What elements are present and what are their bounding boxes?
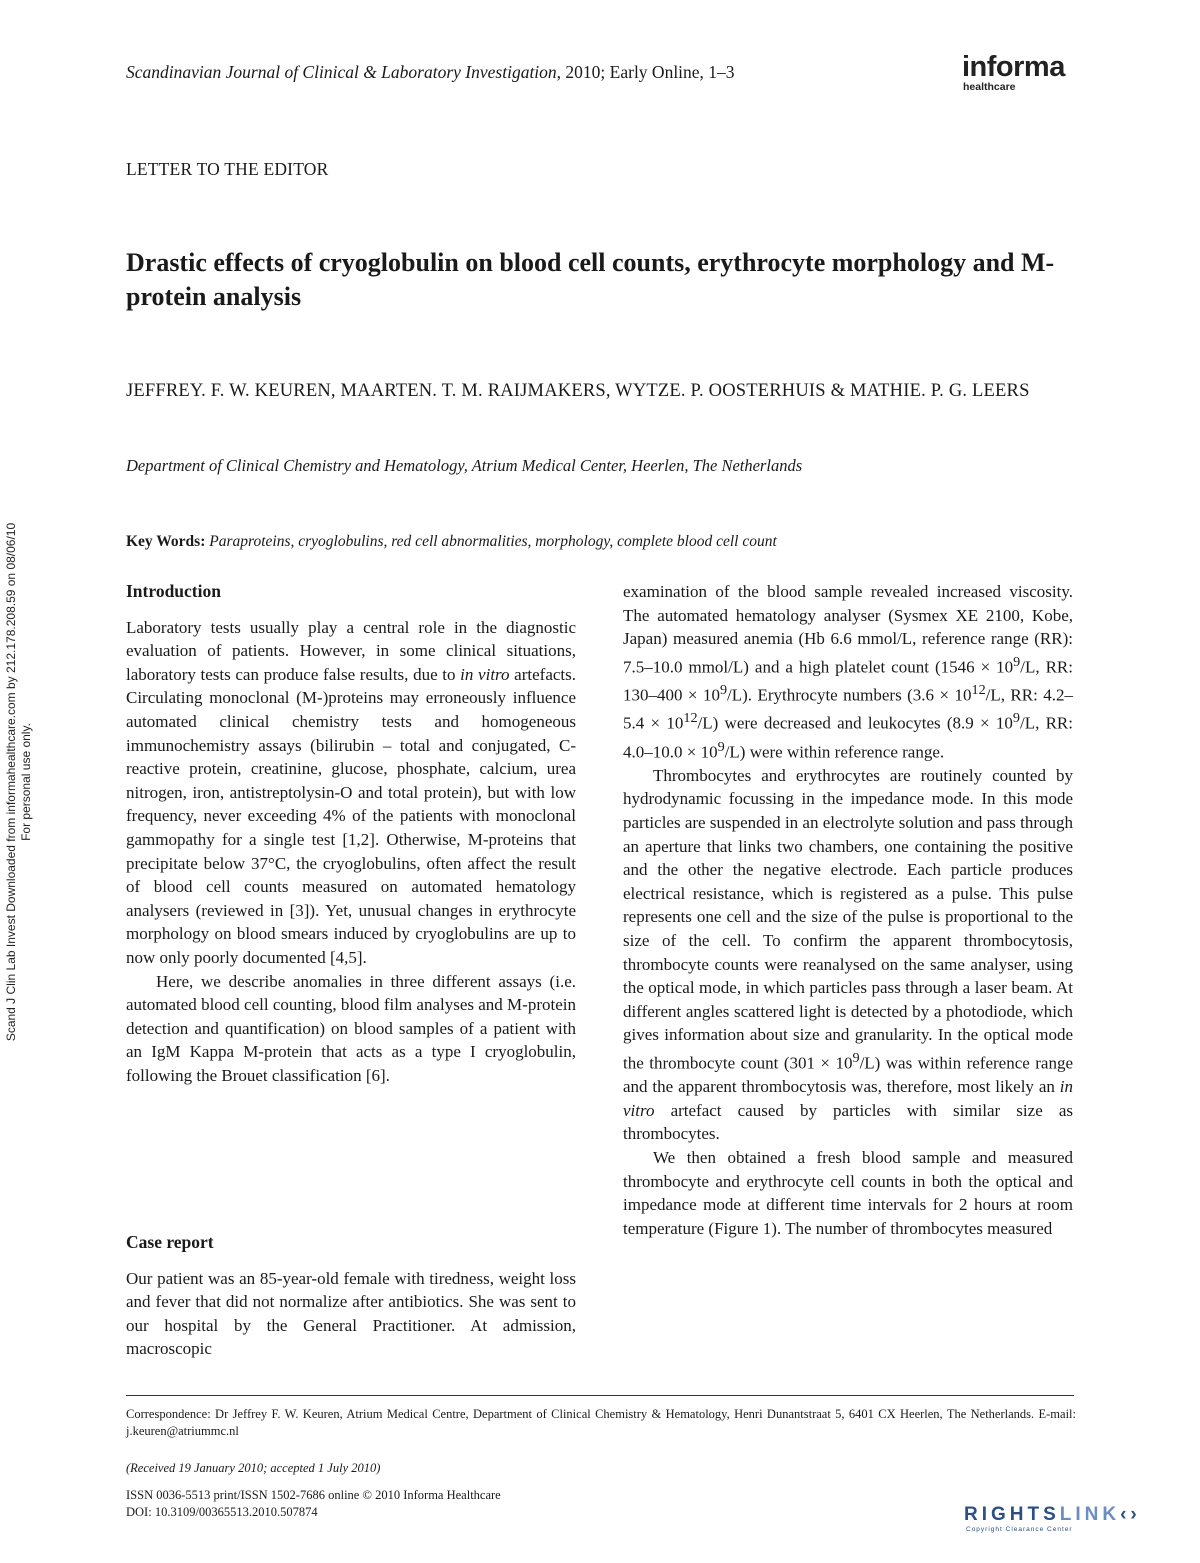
journal-issue: , 2010; Early Online, 1–3	[556, 62, 735, 82]
keywords-list: Paraproteins, cryoglobulins, red cell abnormalities, morphology, complete blood cell count	[209, 533, 777, 550]
article-section: LETTER TO THE EDITOR	[126, 159, 329, 179]
journal-citation	[126, 62, 735, 83]
affiliation: Department of Clinical Chemistry and Hematology, Atrium Medical Center, Heerlen, The Netherlands	[126, 456, 803, 475]
intro-paragraph-2: Here, we describe anomalies in three different assays (i.e. automated blood cell counting, blood film analyses and M-protein detection and quantification) on blood samples of a patient with an IgM Kappa M-protein that acts as a type I cryoglobulin, following the Brouet classification [6].	[126, 971, 576, 1085]
article-title: Drastic effects of cryoglobulin on blood cell counts, erythrocyte morphology and M-protein analysis	[126, 248, 1055, 311]
rightslink-arrow-icon: ‹›	[1120, 1504, 1141, 1525]
left-column-case	[126, 1231, 576, 1361]
logo-sub-text: healthcare	[963, 81, 1016, 93]
journal-name: Scandinavian Journal of Clinical & Laboratory Investigation	[126, 62, 557, 82]
intro-paragraph-1: Laboratory tests usually play a central role in the diagnostic evaluation of patients. However, in some clinical situations, laboratory tests can produce false results, due to in vitro artefacts. Circulating monoclonal (M-)proteins may erroneously influence automated clinical chemistry tests and homogeneous immunochemistry assays (bilirubin – total and conjugated, C-reactive protein, creatinine, glucose, phosphate, calcium, urea nitrogen, iron, antistreptolysin-O and total protein), but with low frequency, never exceeding 4% of the patients with monoclonal gammopathy for a single test [1,2]. Otherwise, M-proteins that precipitate below 37°C, the cryoglobulins, often affect the result of blood cell counts measured on automated hematology analysers (reviewed in [3]). Yet, unusual changes in erythrocyte morphology on blood smears induced by cryoglobulins are up to now only poorly documented [4,5].	[126, 617, 577, 967]
keywords-label: Key Words:	[126, 533, 206, 550]
download-sidenote	[4, 442, 44, 1122]
rightslink-logo	[964, 1504, 1184, 1534]
rightslink-subtitle: Copyright Clearance Center	[966, 1526, 1073, 1533]
case-report-heading: Case report	[126, 1232, 214, 1252]
doi-line: DOI: 10.3109/00365513.2010.507874	[126, 1505, 318, 1519]
rightslink-wordmark: RIGHTSLINK‹›	[964, 1504, 1141, 1525]
case-paragraph-1: Our patient was an 85-year-old female with tiredness, weight loss and fever that did not normalize after antibiotics. She was sent to our hospital by the General Practitioner. At admission, macroscopic	[126, 1268, 576, 1359]
sidenote-line-1: Scand J Clin Lab Invest Downloaded from informahealthcare.com by 212.178.208.59 on 08/06/10	[4, 522, 18, 1042]
case-paragraph-3: Thrombocytes and erythrocytes are routinely counted by hydrodynamic focussing in the impedance mode. In this mode particles are suspended in an electrolyte solution and pass through an aperture that links two chambers, one containing the positive and the other the negative electrode. Each particle produces electrical resistance, which is registered as a pulse. This pulse represents one cell and the size of the pulse is proportional to the size of the cell. To confirm the apparent thrombocytosis, thrombocyte counts were reanalysed on the same analyser, using the optical mode, in which particles pass through a laser beam. At different angles scattered light is detected by a photodiode, which gives information about size and granularity. In the optical mode the thrombocyte count $(301 \times 10^9/L)$ was within reference range and the apparent thrombocytosis was, therefore, most likely an in vitro artefact caused by particles with similar size as thrombocytes.	[623, 765, 1073, 1144]
right-column	[623, 580, 1073, 1240]
logo-main-text: informa	[962, 51, 1065, 83]
left-column-intro	[126, 580, 576, 1087]
publication-info	[126, 1487, 501, 1521]
issn-line: ISSN 0036-5513 print/ISSN 1502-7686 online © 2010 Informa Healthcare	[126, 1488, 501, 1502]
author-list: JEFFREY. F. W. KEUREN, MAARTEN. T. M. RAIJMAKERS, WYTZE. P. OOSTERHUIS & MATHIE. P. G. LEERS	[126, 381, 1030, 401]
case-paragraph-4: We then obtained a fresh blood sample and measured thrombocyte and erythrocyte cell counts in both the optical and impedance mode at different time intervals for 2 hours at room temperature (Figure 1). The number of thrombocytes measured	[623, 1147, 1073, 1238]
case-paragraph-2: examination of the blood sample revealed increased viscosity. The automated hematology analyser (Sysmex XE 2100, Kobe, Japan) measured anemia (Hb 6.6 mmol/L, reference range (RR): 7.5–10.0 mmol/L) and a high platelet count ($1546 \times 10^9/L$, RR: $130-400 \times 10^9/L$). Erythrocyte numbers ($3.6 \times 10^{12}/L$, RR: $4.2-5.4 \times 10^{12}/L$) were decreased and leukocytes ($8.9 \times 10^9/L$, RR: $4.0-10.0 \times 10^9/L$) were within reference range.	[623, 582, 1074, 762]
introduction-heading: Introduction	[126, 581, 221, 601]
sidenote-line-2: For personal use only.	[19, 723, 33, 841]
footnote-divider	[126, 1395, 1074, 1396]
publisher-logo	[962, 52, 1074, 93]
keywords	[126, 533, 777, 551]
received-dates: (Received 19 January 2010; accepted 1 July 2010)	[126, 1461, 381, 1475]
correspondence-note: Correspondence: Dr Jeffrey F. W. Keuren, Atrium Medical Centre, Department of Clinical Chemistry & Hematology, Henri Dunantstraat 5, 6401 CX Heerlen, The Netherlands. E-mail: j.keuren@atriummc.nl	[126, 1407, 1076, 1438]
